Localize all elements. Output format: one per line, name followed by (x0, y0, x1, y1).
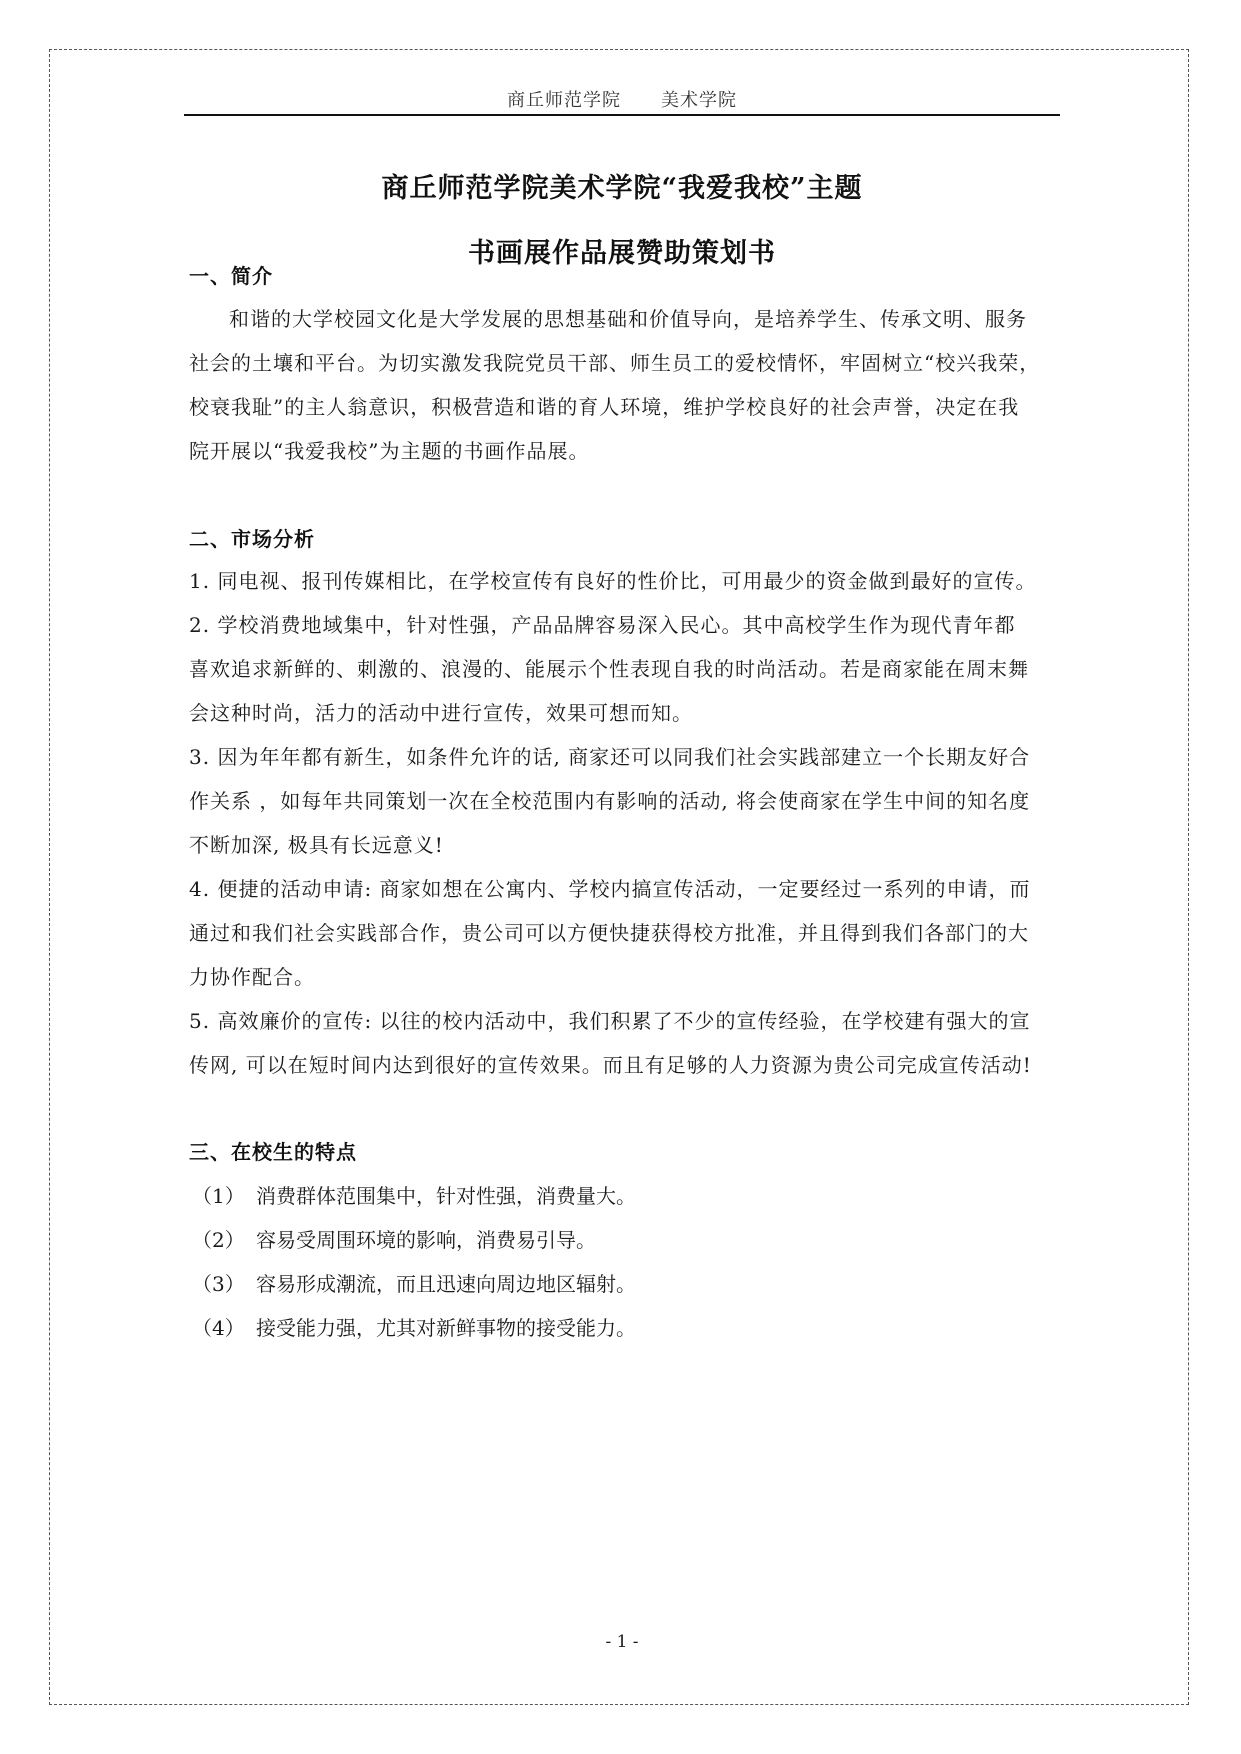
list-item-text: 容易形成潮流，而且迅速向周边地区辐射。 (256, 1272, 636, 1296)
paragraph-line: 5. 高效廉价的宣传: 以往的校内活动中，我们积累了不少的宣传经验，在学校建有强大的宣 (189, 1009, 1031, 1033)
list-item-number: （4） (192, 1316, 245, 1340)
list-item (192, 1224, 596, 1253)
document-title-line-1: 商丘师范学院美术学院“我爱我校”主题 (381, 173, 863, 204)
paragraph-line: 不断加深, 极具有长远意义! (189, 833, 444, 857)
list-item-number: （3） (192, 1272, 245, 1296)
paragraph-line: 力协作配合。 (189, 965, 315, 989)
paragraph-line: 校衰我耻”的主人翁意识，积极营造和谐的育人环境，维护学校良好的社会声誉，决定在我 (189, 395, 1020, 419)
paragraph-line: 院开展以“我爱我校”为主题的书画作品展。 (189, 439, 590, 463)
document-title-line-2: 书画展作品展赞助策划书 (468, 238, 776, 269)
header-rule (184, 114, 1060, 116)
header-department: 美术学院 (661, 90, 737, 111)
section-heading-intro: 一、简介 (189, 264, 273, 288)
list-item (192, 1180, 636, 1209)
paragraph-line: 1. 同电视、报刊传媒相比，在学校宣传有良好的性价比，可用最少的资金做到最好的宣传。 (189, 569, 1037, 593)
paragraph-line: 2. 学校消费地域集中，针对性强，产品品牌容易深入民心。其中高校学生作为现代青年都 (189, 613, 1016, 637)
list-item (192, 1312, 636, 1341)
list-item-text: 消费群体范围集中，针对性强，消费量大。 (256, 1184, 636, 1208)
list-item-text: 容易受周围环境的影响，消费易引导。 (256, 1228, 596, 1252)
paragraph-line: 和谐的大学校园文化是大学发展的思想基础和价值导向，是培养学生、传承文明、服务 (229, 307, 1027, 331)
paragraph-line: 作关系 ，如每年共同策划一次在全校范围内有影响的活动, 将会使商家在学生中间的知名度 (189, 789, 1031, 813)
paragraph-line: 传网, 可以在短时间内达到很好的宣传效果。而且有足够的人力资源为贵公司完成宣传活动! (189, 1053, 1032, 1077)
paragraph-line: 通过和我们社会实践部合作，贵公司可以方便快捷获得校方批准，并且得到我们各部门的大 (189, 921, 1029, 945)
paragraph-line: 4. 便捷的活动申请: 商家如想在公寓内、学校内搞宣传活动，一定要经过一系列的申请，而 (189, 877, 1031, 901)
paragraph-line: 会这种时尚，活力的活动中进行宣传，效果可想而知。 (189, 701, 693, 725)
list-item-number: （2） (192, 1228, 245, 1252)
page-number: - 1 - (605, 1632, 639, 1652)
list-item-text: 接受能力强，尤其对新鲜事物的接受能力。 (256, 1316, 636, 1340)
section-heading-student-features: 三、在校生的特点 (189, 1140, 357, 1164)
paragraph-line: 社会的土壤和平台。为切实激发我院党员干部、师生员工的爱校情怀，牢固树立“校兴我荣， (189, 351, 1041, 375)
paragraph-line: 3. 因为年年都有新生，如条件允许的话, 商家还可以同我们社会实践部建立一个长期友好合 (189, 745, 1031, 769)
list-item (192, 1268, 636, 1297)
section-heading-market-analysis: 二、市场分析 (189, 527, 315, 551)
header-school: 商丘师范学院 (507, 90, 621, 111)
paragraph-line: 喜欢追求新鲜的、刺激的、浪漫的、能展示个性表现自我的时尚活动。若是商家能在周末舞 (189, 657, 1029, 681)
list-item-number: （1） (192, 1184, 245, 1208)
running-header (184, 86, 1060, 116)
